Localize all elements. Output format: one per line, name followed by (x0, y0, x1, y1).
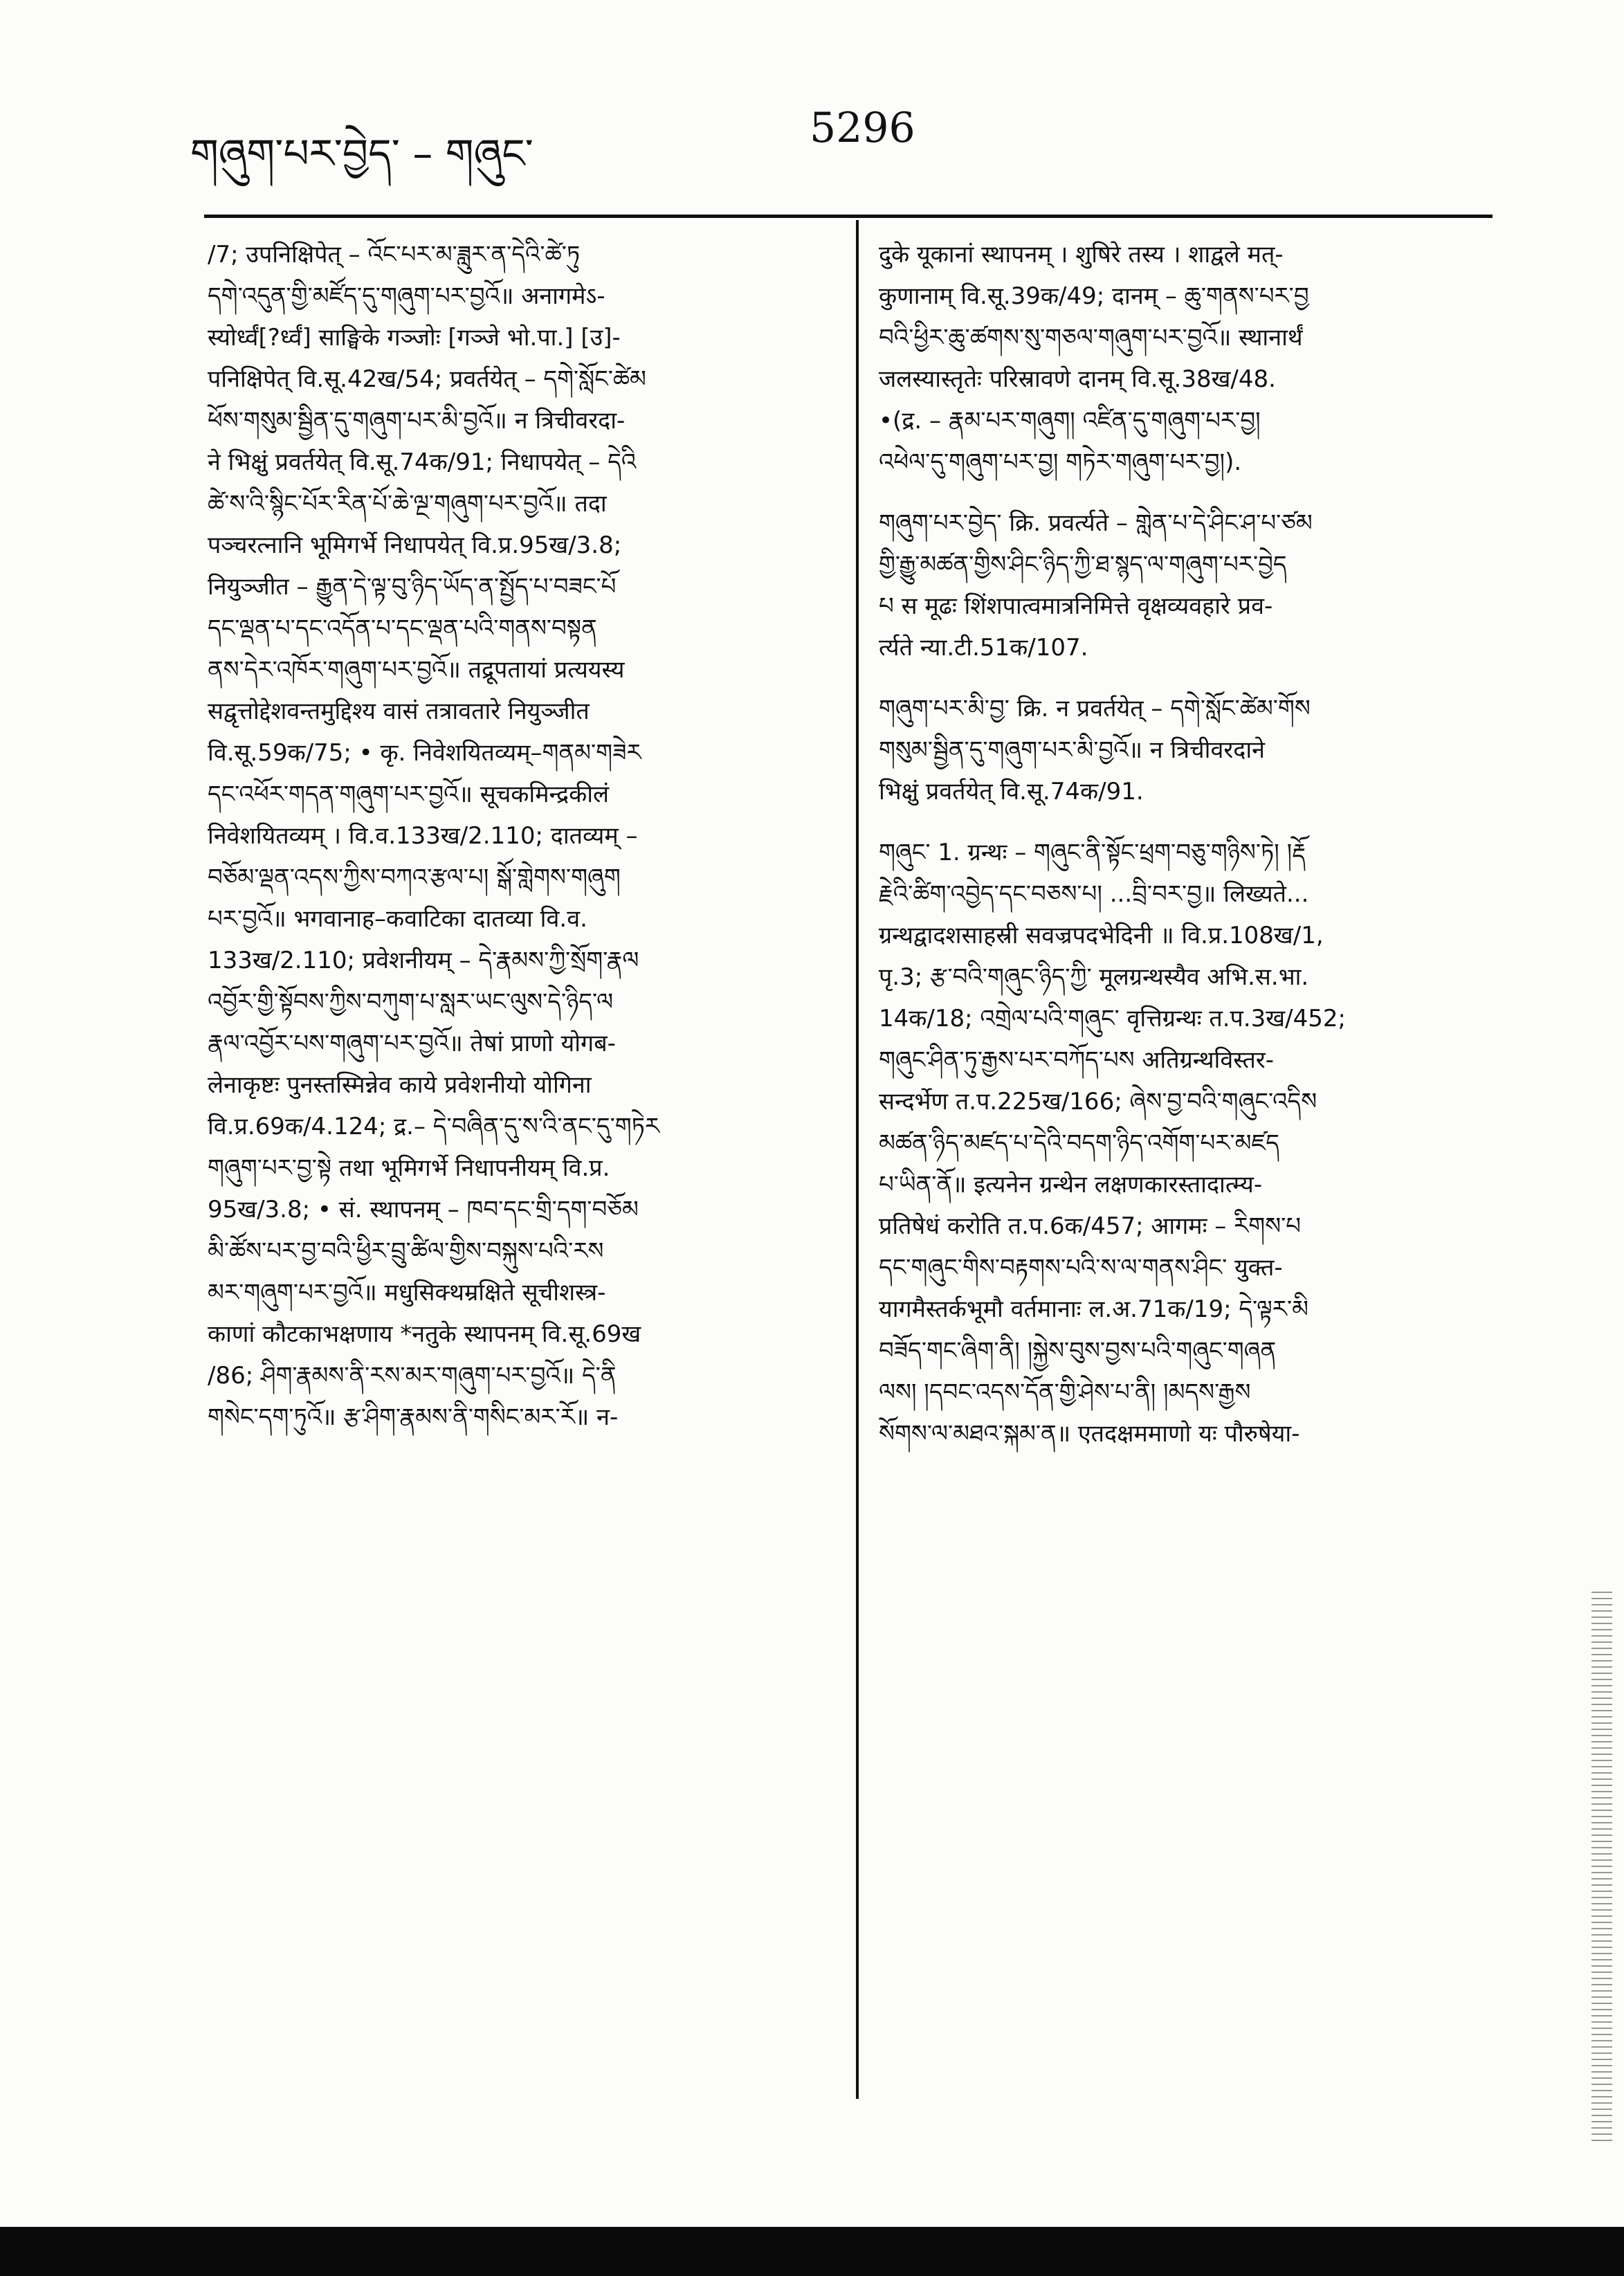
text-line: वि.सू.59क/75; • कृ. निवेशयितव्यम्–གནམ་གཟེར (208, 739, 641, 767)
text-line: དང་ལྡན་པ་དང་འདོན་པ་དང་ལྡན་པའི་གནས་བསྟན (208, 614, 597, 642)
text-line: སོགས་ལ་མཐའ་སྐམ་ན॥ एतदक्षममाणो यः पौरुषेया- (879, 1420, 1300, 1448)
text-line: དང་གཞུང་གིས་བརྟགས་པའི་ས་ལ་གནས་ཤིང་ युक्त- (879, 1254, 1283, 1282)
text-line: གཞུག་པར་མི་བྱ་ क्रि. न प्रवर्तयेत् – དགེ་སློང་ཚེམ་གོས (879, 695, 1311, 722)
page-number: 5296 (810, 104, 915, 152)
scan-bottom-border (0, 2227, 1624, 2276)
text-line: ने भिक्षुं प्रवर्तयेत् वि.सू.74क/91; निधापयेत् – དེའི (208, 448, 637, 476)
text-line: ནས་དེར་འཁོར་གཞུག་པར་བྱའོ॥ तद्रूपतायां प्रत्ययस्य (208, 656, 625, 684)
running-head: གཞུག་པར་བྱེད་ – གཞུང་ (190, 130, 533, 177)
text-line: पृ.3; རྩ་བའི་གཞུང་ཉིད་ཀྱི་ मूलग्रन्थस्यैव अभि.स.भा. (879, 963, 1309, 991)
column-divider (856, 220, 859, 2099)
text-line: •(द्र. – རྣམ་པར་གཞུག། འཛིན་དུ་གཞུག་པར་བྱ། (879, 407, 1261, 435)
text-line: 133ख/2.110; प्रवेशनीयम् – དེ་རྣམས་ཀྱི་སྲོག་རྣལ (208, 947, 639, 974)
right-column (879, 234, 1488, 1455)
text-line: यागमैस्तर्कभूमौ वर्तमानाः ल.अ.71क/19; དེ་ལྟར་མི (879, 1295, 1308, 1323)
text-line: གྱི་རྒྱུ་མཚན་གྱིས་ཤིང་ཉིད་ཀྱི་ཐ་སྙད་ལ་གཞུག་པར་བྱེད (879, 551, 1287, 579)
text-line: प्रतिषेधं करोति त.प.6क/457; आगमः – རིགས་པ (879, 1212, 1302, 1240)
text-line: 95ख/3.8; • सं. स्थापनम् – ཁབ་དང་གྲི་དག་བཅོམ (208, 1196, 639, 1223)
text-line: ཚེ་ས་འི་སྙིང་པོར་རིན་པོ་ཆེ་ལྔ་གཞུག་པར་བྱའོ॥ तदा (208, 490, 607, 518)
text-line: र्त्यते न्या.टी.51क/107. (879, 634, 1088, 662)
text-line: पञ्चरत्नानि भूमिगर्भे निधापयेत् वि.प्र.95ख/3.8; (208, 531, 622, 559)
text-line: सद्वृत्तोद्देशवन्तमुद्दिश्य वासं तत्रावतारे नियुञ्जीत (208, 698, 590, 725)
text-line: མཚན་ཉིད་མཛད་པ་དེའི་བདག་ཉིད་འགོག་པར་མཛད (879, 1129, 1279, 1157)
text-line: सन्दर्भेण त.प.225ख/166; ཞེས་བྱ་བའི་གཞུང་འདིས (879, 1088, 1317, 1116)
text-line: གཞུང་ 1. ग्रन्थः – གཞུང་ནི་སྟོང་ཕྲག་བཅུ་གཉིས་ཏེ། །རྡོ (879, 839, 1306, 866)
text-line: ཕོས་གསུམ་སྦྱིན་དུ་གཞུག་པར་མི་བྱའོ॥ न त्रिचीवरदा- (208, 407, 626, 435)
text-line: པ་ཡིན་ནོ॥ इत्यनेन ग्रन्थेन लक्षणकारस्तादात्म्य- (879, 1171, 1263, 1199)
text-line: དང་འཕོར་གདན་གཞུག་པར་བྱའོ॥ सूचकमिन्द्रकीलं (208, 781, 610, 808)
scan-edge-artifact (1591, 1592, 1612, 2145)
text-line: བའི་ཕྱིར་ཆུ་ཚགས་སུ་གཅལ་གཞུག་པར་བྱའོ॥ स्थानार्थं (879, 324, 1303, 352)
text-line: གཞུག་པར་བྱ་སྟེ तथा भूमिगर्भे निधापनीयम् वि.प्र. (208, 1154, 610, 1182)
text-line: पनिक्षिपेत् वि.सू.42ख/54; प्रवर्तयेत् – དགེ་སློང་ཚེམ (208, 365, 646, 393)
text-line: པ स मूढः शिंशपात्वमात्रनिमित्ते वृक्षव्यवहारे प्रव- (879, 592, 1273, 620)
text-line: ལས། །དབང་འདས་དོན་གྱི་ཤེས་པ་ནི། །མདས་རྒྱས (879, 1378, 1251, 1406)
dictionary-entry (879, 688, 1488, 812)
text-line: བཅོམ་ལྡན་འདས་ཀྱིས་བཀའ་རྩལ་པ། སྒོ་གླེགས་གཞུག (208, 864, 621, 891)
text-line: वि.प्र.69क/4.124; द्र.– དེ་བཞིན་དུ་ས་འི་ནང་དུ་གཏེར (208, 1113, 660, 1140)
text-line: རྗེའི་ཚིག་འབྱེད་དང་བཅས་པ། ...བྲི་བར་བྱ॥ लिख्यते... (879, 880, 1309, 908)
text-line: स्योर्ध्वं[?र्ध्वं] साङ्घिके गञ्जोः [गञ्जे भो.पा.] [उ]- (208, 324, 621, 352)
left-column (208, 234, 827, 1438)
text-line: བཟོད་གང་ཞིག་ནི། །སྐྱེས་བུས་བྱས་པའི་གཞུང་གཞན (879, 1337, 1277, 1365)
text-line: ग्रन्थद्वादशसाहस्री सवज्रपदभेदिनी ॥ वि.प्र.108ख/1, (879, 922, 1324, 949)
text-line: /86; ཤིག་རྣམས་ནི་རས་མར་གཞུག་པར་བྱའོ॥ དེ་ནི (208, 1362, 617, 1390)
text-line: लेनाकृष्टः पुनस्तस्मिन्नेव काये प्रवेशनीयो योगिना (208, 1071, 592, 1099)
text-line: གསེང་དག་ཏུའོ॥ རྩ་ཤིག་རྣམས་ནི་གསིང་མར་རོ॥ न- (208, 1403, 619, 1431)
text-line: རྣལ་འབྱོར་པས་གཞུག་པར་བྱའོ॥ तेषां प्राणो योगब- (208, 1030, 616, 1057)
dictionary-entry (879, 832, 1488, 1455)
text-line: नियुञ्जीत – རྒྱུན་དེ་ལྟ་བུ་ཉིད་ཡོད་ན་སྤྱོད་པ་བཟང་པོ (208, 573, 617, 601)
text-line: གསུམ་སྦྱིན་དུ་གཞུག་པར་མི་བྱའོ॥ न त्रिचीवरदाने (879, 736, 1265, 764)
text-line: འཕེལ་དུ་གཞུག་པར་བྱ། གཏེར་གཞུག་པར་བྱ།). (879, 448, 1242, 476)
text-line: दुके यूकानां स्थापनम् । शुषिरे तस्य । शाद्वले मत्- (879, 241, 1284, 268)
text-line: གཞུང་ཤིན་ཏུ་རྒྱས་པར་བཀོད་པས अतिग्रन्थविस्तर- (879, 1046, 1275, 1074)
header-rule (204, 215, 1493, 218)
text-line: དགེ་འདུན་གྱི་མཛོད་དུ་གཞུག་པར་བྱའོ॥ अनागमेऽ- (208, 282, 605, 310)
dictionary-entry (879, 502, 1488, 668)
text-line: འབྱོར་གྱི་སྟོབས་ཀྱིས་བཀུག་པ་སླར་ཡང་ལུས་དེ་ཉིད་ལ (208, 988, 614, 1016)
text-line: जलस्यास्तृतेः परिस्रावणे दानम् वि.सू.38ख/48. (879, 365, 1276, 393)
text-line: 14क/18; འགྲེལ་པའི་གཞུང་ वृत्तिग्रन्थः त.प.3ख/452; (879, 1005, 1346, 1032)
text-line: कुणानाम् वि.सू.39क/49; दानम् – ཆུ་གནས་པར་བྱ (879, 282, 1309, 310)
text-line: /7; उपनिक्षिपेत् – འོང་པར་མ་ཟླུར་ན་དེའི་ཚེ་ཏུ (208, 241, 581, 268)
text-line: མི་ཚོས་པར་བྱ་བའི་ཕྱིར་བྲུ་ཚིལ་གྱིས་བསྐུས་པའི་རས (208, 1237, 604, 1265)
continuation-block (879, 234, 1488, 483)
text-line: निवेशयितव्यम् । वि.व.133ख/2.110; दातव्यम् – (208, 822, 638, 850)
text-line: པར་བྱའོ॥ भगवानाह–कवाटिका दातव्या वि.व. (208, 905, 587, 933)
text-line: भिक्षुं प्रवर्तयेत् वि.सू.74क/91. (879, 778, 1144, 805)
text-line: མར་གཞུག་པར་བྱའོ॥ मधुसिक्थम्रक्षिते सूचीशस्त्र- (208, 1279, 606, 1307)
text-line: གཞུག་པར་བྱེད་ क्रि. प्रवर्त्यते – གླེན་པ་དེ་ཤིང་ཤ་པ་ཙམ (879, 509, 1313, 537)
text-line: काणां कौटकाभक्षणाय *नतुके स्थापनम् वि.सू.69ख (208, 1320, 641, 1348)
